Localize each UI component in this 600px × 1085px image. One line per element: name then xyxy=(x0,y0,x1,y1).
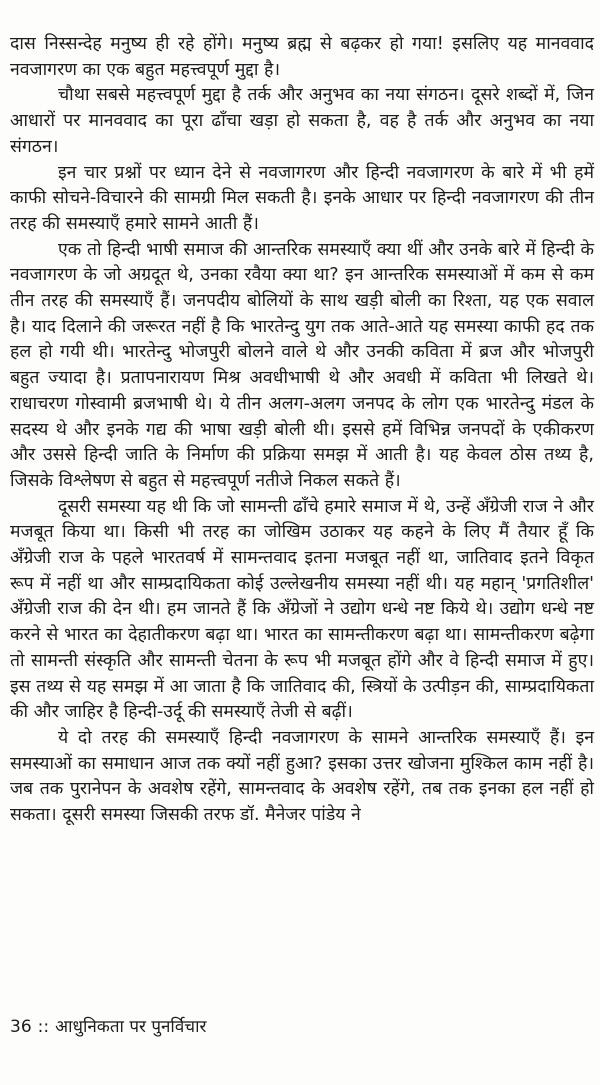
book-title: आधुनिकता पर पुनर्विचार xyxy=(55,1017,207,1037)
footer-separator: :: xyxy=(37,1017,50,1037)
paragraph: ये दो तरह की समस्याएँ हिन्दी नवजागरण के सामने आन्तरिक समस्याएँ हैं। इन समस्याओं का समाधान आज तक क्यों नहीं हुआ? इसका उत्तर खोजना मुश्किल काम नहीं है। जब तक पुरानेपन के अवशेष रहेंगे, सामन्तवाद के अवशेष रहेंगे, तब तक इनका हल नहीं हो सकता। दूसरी समस्या जिसकी तरफ डॉ. मैनेजर पांडेय ने xyxy=(10,727,594,826)
page-number: 36 xyxy=(10,1017,32,1037)
paragraph: एक तो हिन्दी भाषी समाज की आन्तरिक समस्याएँ क्या थीं और उनके बारे में हिन्दी के नवजागरण के जो अग्रदूत थे, उनका रवैया क्या था? इन आन्तरिक समस्याओं में कम से कम तीन तरह की समस्याएँ हैं। जनपदीय बोलियों के साथ खड़ी बोली का रिश्ता, यह एक सवाल है। याद दिलाने की जरूरत नहीं है कि भारतेन्दु युग तक आते-आते यह समस्या काफी हद तक हल हो गयी थी। भारतेन्दु भोजपुरी बोलने वाले थे और उनकी कविता में ब्रज और भोजपुरी बहुत ज्यादा है। प्रतापनारायण मिश्र अवधीभाषी थे और अवधी में कविता भी लिखते थे। राधाचरण गोस्वामी ब्रजभाषी थे। ये तीन अलग-अलग जनपद के लोग एक भारतेन्दु मंडल के सदस्य थे और इनके गद्य की भाषा खड़ी बोली थी। इससे हमें विभिन्न जनपदों के एकीकरण और उससे हिन्दी जाति के निर्माण की प्रक्रिया समझ में आती है। यह केवल ठोस तथ्य है, जिसके विश्लेषण से बहुत से महत्त्वपूर्ण नतीजे निकल सकते हैं। xyxy=(10,239,594,491)
paragraph-continued: दास निस्सन्देह मनुष्य ही रहे होंगे। मनुष्य ब्रह्म से बढ़कर हो गया! इसलिए यह मानववाद नवजागरण का एक बहुत महत्त्वपूर्ण मुद्दा है। xyxy=(10,34,594,80)
body-text xyxy=(10,32,594,829)
paragraph: दूसरी समस्या यह थी कि जो सामन्ती ढाँचे हमारे समाज में थे, उन्हें अँग्रेजी राज ने और मजबूत किया था। किसी भी तरह का जोखिम उठाकर यह कहने के लिए मैं तैयार हूँ कि अँग्रेजी राज के पहले भारतवर्ष में सामन्तवाद इतना मजबूत नहीं था, जातिवाद इतने विकृत रूप में नहीं था और साम्प्रदायिकता कोई उल्लेखनीय समस्या नहीं थी। यह महान् 'प्रगतिशील' अँग्रेजी राज की देन थी। हम जानते हैं कि अँग्रेजों ने उद्योग धन्धे नष्ट किये थे। उद्योग धन्धे नष्ट करने से भारत का देहातीकरण बढ़ा था। भारत का सामन्तीकरण बढ़ा था। सामन्तीकरण बढ़ेगा तो सामन्ती संस्कृति और सामन्ती चेतना के रूप भी मजबूत होंगे और वे हिन्दी समाज में हुए। इस तथ्य से यह समझ में आ जाता है कि जातिवाद की, स्त्रियों के उत्पीड़न की, साम्प्रदायिकता की और जाहिर है हिन्दी-उर्दू की समस्याएँ तेजी से बढ़ीं। xyxy=(10,496,594,723)
paragraph: चौथा सबसे महत्त्वपूर्ण मुद्दा है तर्क और अनुभव का नया संगठन। दूसरे शब्दों में, जिन आधारों पर मानववाद का पूरा ढाँचा खड़ा हो सकता है, वह है तर्क और अनुभव का नया संगठन। xyxy=(10,85,594,157)
paragraph: इन चार प्रश्नों पर ध्यान देने से नवजागरण और हिन्दी नवजागरण के बारे में भी हमें काफी सोचने-विचारने की सामग्री मिल सकती है। इनके आधार पर हिन्दी नवजागरण की तीन तरह की समस्याएँ हमारे सामने आती हैं। xyxy=(10,162,594,234)
page-footer xyxy=(10,1014,206,1037)
